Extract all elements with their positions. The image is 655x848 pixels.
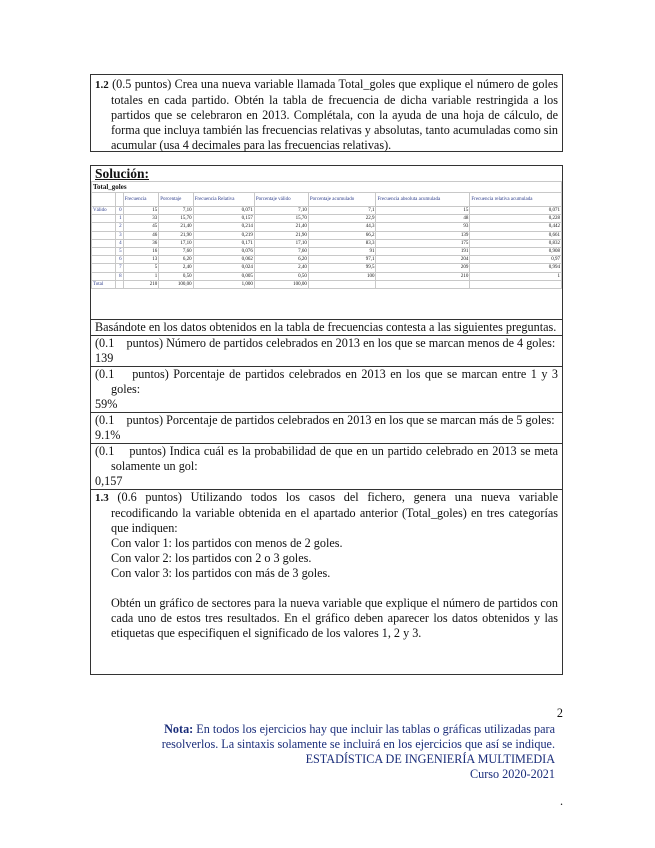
table-cell-abs-cum: 175: [376, 239, 470, 247]
table-cell-freq: 13: [123, 256, 159, 264]
empty-cell: [92, 215, 116, 223]
table-cell-value: 0: [115, 207, 123, 215]
table-cell-freq: 36: [123, 239, 159, 247]
footer-course: ESTADÍSTICA DE INGENIERÍA MULTIMEDIA: [305, 752, 555, 766]
table-cell-valid: 17,10: [254, 239, 308, 247]
question-2-answer: 59%: [95, 397, 118, 411]
empty-cell: [376, 280, 470, 288]
table-cell-value: 4: [115, 239, 123, 247]
table-cell-rel: 0,157: [193, 215, 254, 223]
question-3-answer: 9.1%: [95, 428, 121, 442]
table-cell-cum: 66,2: [308, 231, 376, 239]
col-header: Frecuencia relativa acumulada: [470, 193, 562, 207]
table-row: [92, 264, 562, 272]
table-cell-abs-cum: 191: [376, 247, 470, 255]
table-cell-value: 2: [115, 223, 123, 231]
question-1-3-text: 1.3 (0.6 puntos) Utilizando todos los casos del fichero, genera una nueva variable recodificando la variable obtenida en el apartado anterior (Total_goles) en tres categorías que indiquen:: [95, 490, 558, 535]
question-3-block: [91, 413, 562, 444]
table-cell-value: 7: [115, 264, 123, 272]
table-cell-abs-cum: 93: [376, 223, 470, 231]
table-cell-pct: 6,20: [159, 256, 193, 264]
solution-section: [91, 166, 562, 320]
table-cell-freq: 1: [123, 272, 159, 280]
solution-heading: Solución:: [95, 166, 150, 181]
table-cell-pct: 7,60: [159, 247, 193, 255]
table-cell-freq: 46: [123, 231, 159, 239]
table-cell-value: 8: [115, 272, 123, 280]
empty-cell: [92, 272, 116, 280]
empty-cell: [92, 223, 116, 231]
table-cell-cum: 22,9: [308, 215, 376, 223]
total-freq: 210: [123, 280, 159, 288]
table-cell-valid: 6,20: [254, 256, 308, 264]
table-cell-freq: 5: [123, 264, 159, 272]
table-cell-abs-cum: 209: [376, 264, 470, 272]
page-number: 2: [556, 706, 563, 720]
question-2-block: [91, 367, 562, 413]
note-label: Nota:: [164, 722, 194, 736]
table-row: [92, 239, 562, 247]
table-cell-valid: 21,90: [254, 231, 308, 239]
intro-section: [91, 320, 562, 336]
table-cell-pct: 21,90: [159, 231, 193, 239]
question-4-answer: 0,157: [95, 474, 123, 488]
col-header: Frecuencia: [123, 193, 159, 207]
table-cell-freq: 33: [123, 215, 159, 223]
table-cell-rel-cum: 1: [470, 272, 562, 280]
table-cell-value: 3: [115, 231, 123, 239]
valid-label: Válido: [92, 207, 116, 215]
table-cell-valid: 0,50: [254, 272, 308, 280]
table-cell-freq: 45: [123, 223, 159, 231]
intro-text: Basándote en los datos obtenidos en la tabla de frecuencias contesta a las siguientes preguntas.: [95, 320, 557, 334]
table-cell-rel: 0,076: [193, 247, 254, 255]
table-cell-rel: 0,062: [193, 256, 254, 264]
table-cell-value: 6: [115, 256, 123, 264]
empty-cell: [308, 280, 376, 288]
q13-item: Con valor 1: los partidos con menos de 2 goles.: [111, 536, 343, 550]
footer-note: [125, 722, 555, 752]
table-cell-rel: 0,219: [193, 231, 254, 239]
table-cell-valid: 21,40: [254, 223, 308, 231]
empty-cell: [92, 239, 116, 247]
question-1-block: [91, 336, 562, 367]
table-cell-abs-cum: 15: [376, 207, 470, 215]
table-cell-pct: 15,70: [159, 215, 193, 223]
table-cell-valid: 2,40: [254, 264, 308, 272]
table-row: [92, 272, 562, 280]
table-cell-rel-cum: 0,661: [470, 231, 562, 239]
table-cell-pct: 7,10: [159, 207, 193, 215]
table-row: [92, 231, 562, 239]
question-4-block: [91, 444, 562, 490]
table-cell-rel-cum: 0,832: [470, 239, 562, 247]
table-row: [92, 207, 562, 215]
table-cell-rel: 0,024: [193, 264, 254, 272]
question-1-text: (0.1 puntos) Número de partidos celebrados en 2013 en los que se marcan menos de 4 goles:: [95, 336, 556, 350]
q13-extra-text: Obtén un gráfico de sectores para la nueva variable que explique el número de partidos con cada uno de estos tres resultados. En el gráfico deben aparecer los datos obtenidos y las etiquetas que especifiquen el significado de los valores 1, 2 y 3.: [111, 596, 558, 640]
col-header: Porcentaje válido: [254, 193, 308, 207]
total-label: Total: [92, 280, 116, 288]
table-cell-value: 1: [115, 215, 123, 223]
table-row: [92, 223, 562, 231]
question-1-2-number: 1.2: [95, 79, 109, 91]
table-row: [92, 256, 562, 264]
table-cell-pct: 2,40: [159, 264, 193, 272]
table-cell-cum: 91: [308, 247, 376, 255]
table-cell-cum: 7,1: [308, 207, 376, 215]
question-1-3-block: [91, 490, 562, 641]
col-header: Porcentaje: [159, 193, 193, 207]
table-cell-valid: 7,10: [254, 207, 308, 215]
table-cell-rel-cum: 0,071: [470, 207, 562, 215]
col-header: Porcentaje acumulado: [308, 193, 376, 207]
empty-cell: [470, 280, 562, 288]
table-cell-cum: 97,1: [308, 256, 376, 264]
empty-cell: [92, 256, 116, 264]
table-cell-abs-cum: 139: [376, 231, 470, 239]
frequency-table: [91, 181, 562, 289]
table-row: [92, 247, 562, 255]
table-cell-freq: 16: [123, 247, 159, 255]
table-cell-pct: 0,50: [159, 272, 193, 280]
empty-header: [92, 193, 116, 207]
table-cell-valid: 15,70: [254, 215, 308, 223]
question-1-2-box: [90, 74, 563, 152]
note-text: En todos los ejercicios hay que incluir las tablas o gráficas utilizadas para resolverlos. La sintaxis solamente se incluirá en los ejercicios que así se indique.: [161, 722, 555, 751]
total-rel: 1,000: [193, 280, 254, 288]
table-cell-abs-cum: 210: [376, 272, 470, 280]
empty-header: [115, 193, 123, 207]
question-1-2-text: 1.2 (0.5 puntos) Crea una nueva variable llamada Total_goles que explique el número de goles totales en cada partido. Obtén la tabla de frecuencia de dicha variable restringida a los partidos que se celebraron en 2013. Complétala, con la ayuda de una hoja de cálculo, de forma que incluya también las frecuencias relativas y absolutas, tanto acumuladas como sin acumular (usa 4 decimales para las frecuencias relativas).: [95, 77, 558, 152]
table-cell-rel-cum: 0,228: [470, 215, 562, 223]
table-cell-rel-cum: 0,442: [470, 223, 562, 231]
table-cell-freq: 15: [123, 207, 159, 215]
table-cell-rel-cum: 0,97: [470, 256, 562, 264]
q13-item: Con valor 3: los partidos con más de 3 goles.: [111, 566, 331, 580]
table-cell-pct: 21,40: [159, 223, 193, 231]
footer-dot: .: [559, 794, 563, 808]
empty-cell: [115, 280, 123, 288]
empty-cell: [92, 231, 116, 239]
table-cell-cum: 83,3: [308, 239, 376, 247]
empty-cell: [92, 264, 116, 272]
table-cell-valid: 7,60: [254, 247, 308, 255]
table-total-row: [92, 280, 562, 288]
table-cell-cum: 99,5: [308, 264, 376, 272]
footer-year: Curso 2020-2021: [470, 767, 555, 781]
question-1-3-number: 1.3: [95, 492, 109, 504]
table-cell-rel-cum: 0,908: [470, 247, 562, 255]
table-cell-rel: 0,005: [193, 272, 254, 280]
question-3-text: (0.1 puntos) Porcentaje de partidos celebrados en 2013 en los que se marcan más de 5 goles:: [95, 413, 555, 427]
table-cell-rel: 0,214: [193, 223, 254, 231]
question-2-text: (0.1 puntos) Porcentaje de partidos celebrados en 2013 en los que se marcan entre 1 y 3 goles:: [95, 367, 558, 396]
table-cell-cum: 44,3: [308, 223, 376, 231]
question-1-answer: 139: [95, 351, 114, 365]
table-cell-rel-cum: 0,994: [470, 264, 562, 272]
table-cell-pct: 17,10: [159, 239, 193, 247]
total-pct: 100,00: [159, 280, 193, 288]
table-cell-cum: 100: [308, 272, 376, 280]
frequency-table-title: Total_goles: [92, 182, 562, 193]
table-cell-abs-cum: 48: [376, 215, 470, 223]
question-4-text: (0.1 puntos) Indica cuál es la probabilidad de que en un partido celebrado en 2013 se meta solamente un gol:: [95, 444, 559, 473]
table-cell-rel: 0,171: [193, 239, 254, 247]
empty-cell: [92, 247, 116, 255]
col-header: Frecuencia Relativa: [193, 193, 254, 207]
col-header: Frecuencia absoluta acumulada: [376, 193, 470, 207]
table-cell-rel: 0,071: [193, 207, 254, 215]
q13-item: Con valor 2: los partidos con 2 o 3 goles.: [111, 551, 312, 565]
table-row: [92, 215, 562, 223]
solution-box: [90, 165, 563, 675]
total-valid: 100,00: [254, 280, 308, 288]
table-cell-value: 5: [115, 247, 123, 255]
table-cell-abs-cum: 204: [376, 256, 470, 264]
